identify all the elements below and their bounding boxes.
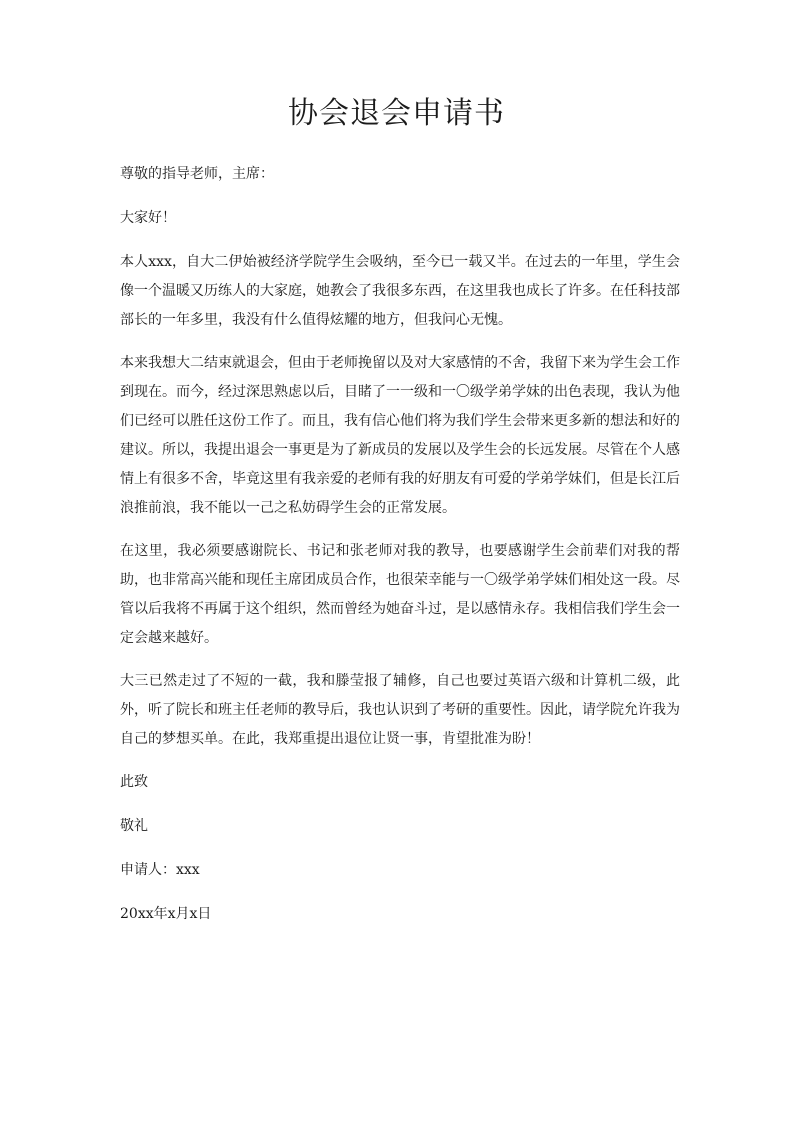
body-paragraph: 本来我想大二结束就退会，但由于老师挽留以及对大家感情的不舍，我留下来为学生会工作到现在。而今，经过深思熟虑以后，目睹了一一级和一〇级学弟学妹的出色表现，我认为他们已经可以胜任这份工作了。而且，我有信心他们将为我们学生会带来更多新的想法和好的建议。所以，我提出退会一事更是为了新成员的发展以及学生会的长远发展。尽管在个人感情上有很多不舍，毕竟这里有我亲爱的老师有我的好朋友有可爱的学弟学妹们，但是长江后浪推前浪，我不能以一己之私妨碍学生会的正常发展。 xyxy=(120,355,680,516)
body-paragraph: 本人xxx，自大二伊始被经济学院学生会吸纳，至今已一载又半。在过去的一年里，学生会像一个温暖又历练人的大家庭，她教会了我很多东西，在这里我也成长了许多。在任科技部部长的一年多里，我没有什么值得炫耀的地方，但我问心无愧。 xyxy=(120,254,680,328)
document-title: 协会退会申请书 xyxy=(288,96,505,131)
application-date: 20xx年x月x日 xyxy=(120,906,212,922)
closing-line: 此致 xyxy=(120,774,148,790)
salutation: 尊敬的指导老师，主席： xyxy=(120,166,274,182)
body-paragraph: 在这里，我必须要感谢院长、书记和张老师对我的教导，也要感谢学生会前辈们对我的帮助，也非常高兴能和现任主席团成员合作，也很荣幸能与一〇级学弟学妹们相处这一段。尽管以后我将不再属于这个组织，然而曾经为她奋斗过，是以感情永存。我相信我们学生会一定会越来越好。 xyxy=(120,543,680,646)
document-body xyxy=(120,160,680,944)
body-paragraph: 大三已然走过了不短的一截，我和滕莹报了辅修，自己也要过英语六级和计算机二级，此外，听了院长和班主任老师的教导后，我也认识到了考研的重要性。因此，请学院允许我为自己的梦想买单。在此，我郑重提出退位让贤一事，肯望批准为盼！ xyxy=(120,673,680,747)
applicant-signature: 申请人：xxx xyxy=(120,862,200,878)
closing-regards: 敬礼 xyxy=(120,818,148,834)
greeting: 大家好！ xyxy=(120,210,176,226)
